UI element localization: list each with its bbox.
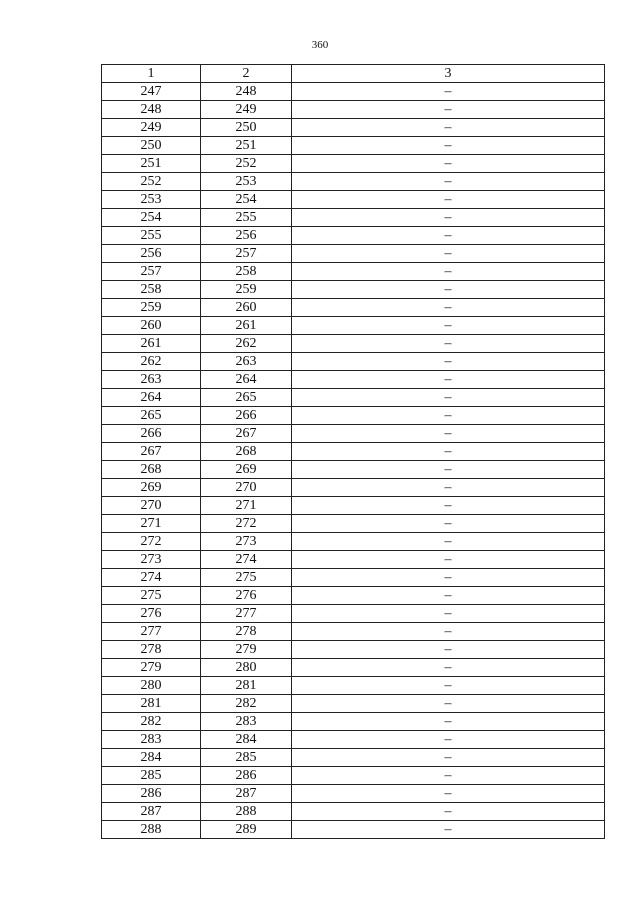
table-cell-col-2: 282 — [201, 695, 292, 713]
table-cell-col-1: 262 — [102, 353, 201, 371]
table-cell-col-2: 254 — [201, 191, 292, 209]
table-row — [102, 173, 605, 191]
table-cell-col-1: 286 — [102, 785, 201, 803]
table-cell-col-1: 283 — [102, 731, 201, 749]
table-cell-col-3: – — [292, 263, 605, 281]
table-row — [102, 353, 605, 371]
table-cell-col-2: 286 — [201, 767, 292, 785]
table-body — [102, 83, 605, 839]
table-row — [102, 317, 605, 335]
table-row — [102, 83, 605, 101]
table-row — [102, 587, 605, 605]
table-cell-col-2: 287 — [201, 785, 292, 803]
column-header-1: 1 — [102, 65, 201, 83]
table-row — [102, 155, 605, 173]
table-cell-col-3: – — [292, 749, 605, 767]
table-cell-col-1: 251 — [102, 155, 201, 173]
table-row — [102, 299, 605, 317]
table-row — [102, 515, 605, 533]
table-cell-col-2: 268 — [201, 443, 292, 461]
table-cell-col-1: 288 — [102, 821, 201, 839]
table-cell-col-2: 261 — [201, 317, 292, 335]
table-cell-col-1: 285 — [102, 767, 201, 785]
table-row — [102, 209, 605, 227]
table-row — [102, 497, 605, 515]
table-cell-col-3: – — [292, 659, 605, 677]
table-cell-col-2: 255 — [201, 209, 292, 227]
table-cell-col-2: 289 — [201, 821, 292, 839]
table-row — [102, 443, 605, 461]
table-row — [102, 713, 605, 731]
header-row — [102, 65, 605, 83]
table-cell-col-3: – — [292, 443, 605, 461]
table-cell-col-2: 269 — [201, 461, 292, 479]
table-row — [102, 677, 605, 695]
table-row — [102, 749, 605, 767]
table-cell-col-1: 265 — [102, 407, 201, 425]
table-row — [102, 551, 605, 569]
table-cell-col-2: 266 — [201, 407, 292, 425]
table-cell-col-2: 252 — [201, 155, 292, 173]
table-cell-col-3: – — [292, 551, 605, 569]
table-cell-col-3: – — [292, 569, 605, 587]
table-cell-col-3: – — [292, 677, 605, 695]
table-cell-col-3: – — [292, 515, 605, 533]
table-cell-col-2: 264 — [201, 371, 292, 389]
table-cell-col-3: – — [292, 101, 605, 119]
table-cell-col-1: 275 — [102, 587, 201, 605]
table-cell-col-1: 253 — [102, 191, 201, 209]
table-cell-col-1: 276 — [102, 605, 201, 623]
table-cell-col-2: 271 — [201, 497, 292, 515]
table-cell-col-3: – — [292, 767, 605, 785]
table-cell-col-3: – — [292, 191, 605, 209]
table-cell-col-2: 267 — [201, 425, 292, 443]
table-row — [102, 659, 605, 677]
table-cell-col-2: 251 — [201, 137, 292, 155]
table-row — [102, 227, 605, 245]
table-cell-col-1: 287 — [102, 803, 201, 821]
table-row — [102, 191, 605, 209]
table-row — [102, 533, 605, 551]
table-row — [102, 695, 605, 713]
table-row — [102, 425, 605, 443]
table-cell-col-1: 247 — [102, 83, 201, 101]
table-cell-col-1: 264 — [102, 389, 201, 407]
table-cell-col-3: – — [292, 497, 605, 515]
table-cell-col-2: 281 — [201, 677, 292, 695]
data-table — [101, 64, 605, 839]
table-cell-col-2: 258 — [201, 263, 292, 281]
table-cell-col-3: – — [292, 317, 605, 335]
table-cell-col-3: – — [292, 623, 605, 641]
table-cell-col-2: 274 — [201, 551, 292, 569]
table-cell-col-2: 285 — [201, 749, 292, 767]
table-cell-col-3: – — [292, 245, 605, 263]
table-cell-col-3: – — [292, 335, 605, 353]
table-cell-col-2: 260 — [201, 299, 292, 317]
table-row — [102, 137, 605, 155]
table-cell-col-3: – — [292, 587, 605, 605]
table-row — [102, 119, 605, 137]
table-cell-col-3: – — [292, 281, 605, 299]
table-row — [102, 407, 605, 425]
column-header-2: 2 — [201, 65, 292, 83]
table-cell-col-1: 258 — [102, 281, 201, 299]
table-cell-col-1: 277 — [102, 623, 201, 641]
table-cell-col-2: 272 — [201, 515, 292, 533]
table-cell-col-2: 283 — [201, 713, 292, 731]
table-cell-col-3: – — [292, 371, 605, 389]
table-row — [102, 821, 605, 839]
table-cell-col-1: 252 — [102, 173, 201, 191]
table-cell-col-3: – — [292, 407, 605, 425]
table-cell-col-1: 270 — [102, 497, 201, 515]
table-header — [102, 65, 605, 83]
table-cell-col-1: 278 — [102, 641, 201, 659]
table-cell-col-1: 266 — [102, 425, 201, 443]
table-cell-col-3: – — [292, 605, 605, 623]
table-cell-col-2: 270 — [201, 479, 292, 497]
table-row — [102, 263, 605, 281]
table-cell-col-1: 269 — [102, 479, 201, 497]
table-cell-col-1: 263 — [102, 371, 201, 389]
table-cell-col-1: 255 — [102, 227, 201, 245]
table-cell-col-2: 250 — [201, 119, 292, 137]
table-cell-col-3: – — [292, 641, 605, 659]
table-cell-col-2: 275 — [201, 569, 292, 587]
table-row — [102, 785, 605, 803]
table-cell-col-1: 279 — [102, 659, 201, 677]
table-row — [102, 281, 605, 299]
table-cell-col-1: 248 — [102, 101, 201, 119]
table-cell-col-2: 259 — [201, 281, 292, 299]
table-cell-col-2: 253 — [201, 173, 292, 191]
table-row — [102, 371, 605, 389]
table-cell-col-3: – — [292, 173, 605, 191]
table-cell-col-1: 260 — [102, 317, 201, 335]
table-cell-col-3: – — [292, 353, 605, 371]
table-cell-col-3: – — [292, 821, 605, 839]
table-cell-col-1: 256 — [102, 245, 201, 263]
table-row — [102, 479, 605, 497]
table-cell-col-2: 256 — [201, 227, 292, 245]
table-cell-col-3: – — [292, 461, 605, 479]
table-cell-col-1: 281 — [102, 695, 201, 713]
table-cell-col-1: 249 — [102, 119, 201, 137]
table-row — [102, 335, 605, 353]
table-cell-col-1: 268 — [102, 461, 201, 479]
table-cell-col-3: – — [292, 227, 605, 245]
table-cell-col-3: – — [292, 713, 605, 731]
table-cell-col-3: – — [292, 803, 605, 821]
table-cell-col-2: 265 — [201, 389, 292, 407]
column-header-3: 3 — [292, 65, 605, 83]
table-cell-col-1: 257 — [102, 263, 201, 281]
table-cell-col-1: 280 — [102, 677, 201, 695]
table-cell-col-1: 261 — [102, 335, 201, 353]
table-cell-col-3: – — [292, 695, 605, 713]
table-row — [102, 605, 605, 623]
table-cell-col-3: – — [292, 155, 605, 173]
table-cell-col-2: 279 — [201, 641, 292, 659]
table-cell-col-1: 272 — [102, 533, 201, 551]
table-cell-col-2: 276 — [201, 587, 292, 605]
table-cell-col-3: – — [292, 731, 605, 749]
table-row — [102, 623, 605, 641]
table-cell-col-1: 273 — [102, 551, 201, 569]
table-cell-col-3: – — [292, 299, 605, 317]
table-cell-col-2: 248 — [201, 83, 292, 101]
table-cell-col-1: 282 — [102, 713, 201, 731]
table-row — [102, 569, 605, 587]
table-cell-col-2: 262 — [201, 335, 292, 353]
table-cell-col-2: 288 — [201, 803, 292, 821]
table-cell-col-1: 267 — [102, 443, 201, 461]
table-cell-col-2: 257 — [201, 245, 292, 263]
table-cell-col-3: – — [292, 209, 605, 227]
table-row — [102, 461, 605, 479]
table-cell-col-3: – — [292, 479, 605, 497]
table-row — [102, 767, 605, 785]
page-number: 360 — [311, 39, 329, 51]
table-cell-col-2: 278 — [201, 623, 292, 641]
table-cell-col-2: 273 — [201, 533, 292, 551]
table-cell-col-2: 277 — [201, 605, 292, 623]
table-cell-col-3: – — [292, 137, 605, 155]
table-cell-col-2: 280 — [201, 659, 292, 677]
table-cell-col-2: 284 — [201, 731, 292, 749]
table-cell-col-1: 271 — [102, 515, 201, 533]
table-cell-col-2: 249 — [201, 101, 292, 119]
table-cell-col-1: 274 — [102, 569, 201, 587]
table-row — [102, 101, 605, 119]
table-row — [102, 389, 605, 407]
table-cell-col-1: 284 — [102, 749, 201, 767]
table-cell-col-3: – — [292, 425, 605, 443]
table-cell-col-1: 250 — [102, 137, 201, 155]
table-cell-col-3: – — [292, 389, 605, 407]
table-row — [102, 803, 605, 821]
table-row — [102, 641, 605, 659]
table-cell-col-3: – — [292, 785, 605, 803]
table-row — [102, 731, 605, 749]
table-row — [102, 245, 605, 263]
table-cell-col-1: 259 — [102, 299, 201, 317]
table-cell-col-3: – — [292, 119, 605, 137]
table-cell-col-3: – — [292, 83, 605, 101]
table-cell-col-2: 263 — [201, 353, 292, 371]
table-cell-col-3: – — [292, 533, 605, 551]
table-cell-col-1: 254 — [102, 209, 201, 227]
